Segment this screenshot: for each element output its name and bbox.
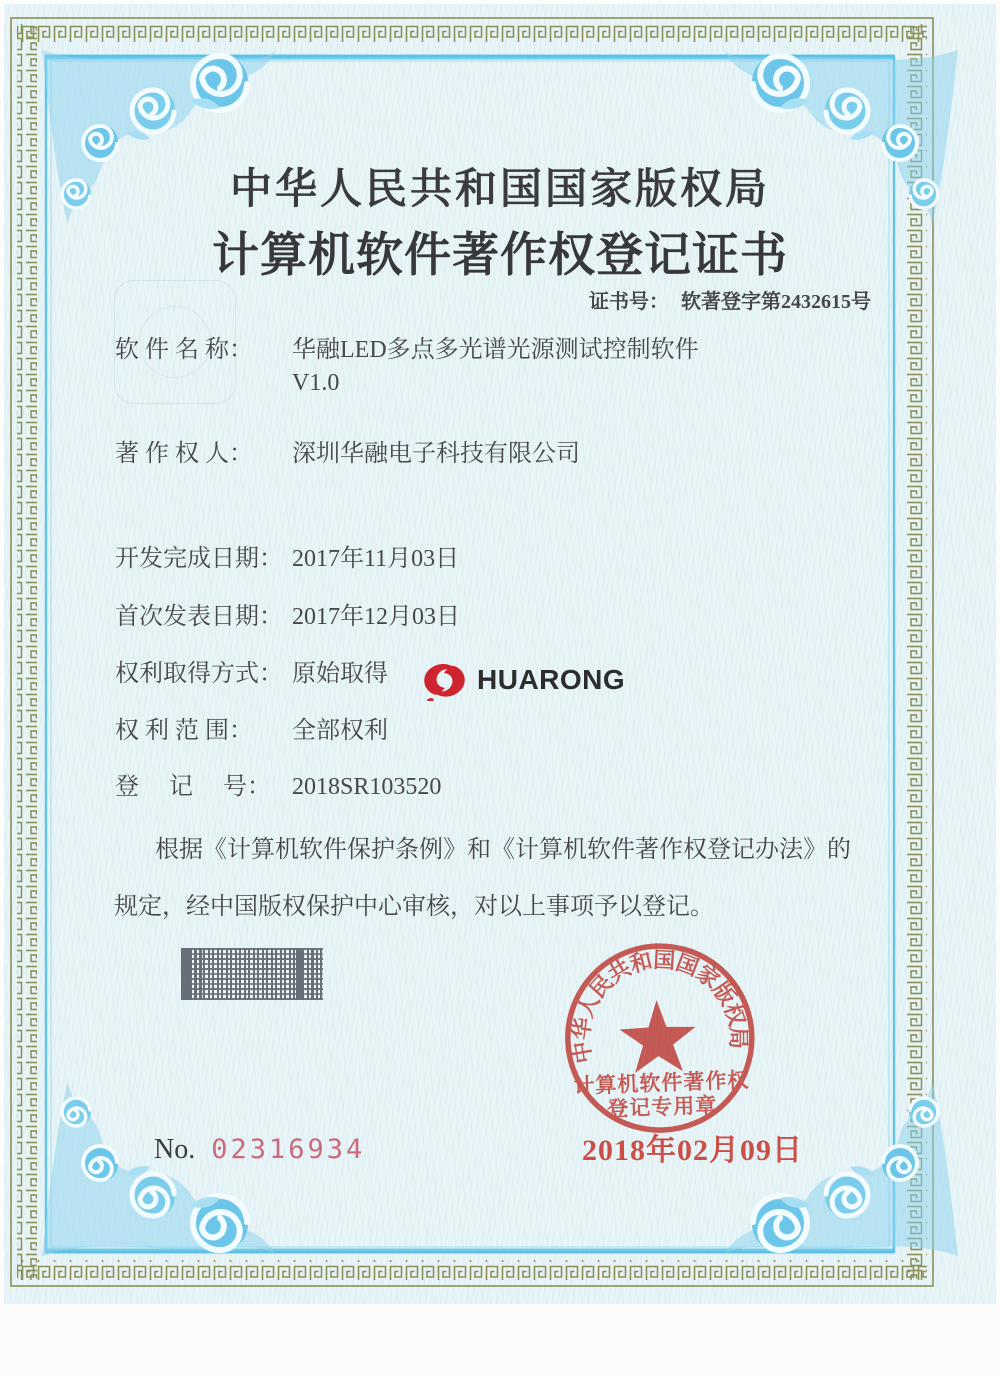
seal-ring-text: 中华人民共和国国家版权局 (568, 947, 751, 1066)
certificate-paper (4, 4, 996, 1304)
field-label: 首次发表日期： (115, 604, 283, 630)
field-label: 著 作 权 人： (115, 441, 253, 467)
certificate-number-label: 证书号： (589, 291, 669, 313)
software-name: 华融LED多点多光谱光源测试控制软件 (292, 337, 699, 363)
huarong-swirl-icon (418, 659, 470, 701)
field-label: 权利取得方式： (115, 661, 283, 687)
field-first-publish-date (115, 601, 460, 634)
certificate-number (589, 285, 871, 314)
huarong-logo-text: HUARONG (477, 664, 626, 695)
barcode (181, 948, 323, 1000)
field-copyright-owner (115, 438, 580, 471)
field-value (292, 334, 699, 400)
field-value: 全部权利 (292, 718, 388, 744)
huarong-logo (418, 659, 625, 701)
field-rights-acquisition (115, 658, 388, 691)
field-dev-complete-date (115, 543, 459, 576)
seal-date: 2018年02月09日 (582, 1134, 803, 1167)
statement-line-1: 根据《计算机软件保护条例》和《计算机软件著作权登记办法》的 (155, 837, 851, 863)
field-value: 原始取得 (292, 661, 388, 687)
certificate-number-value: 软著登字第2432615号 (681, 291, 871, 313)
field-label: 开发完成日期： (115, 546, 283, 572)
field-value: 2017年11月03日 (292, 546, 460, 572)
field-label: 权 利 范 围： (115, 718, 253, 744)
field-value: 2018SR103520 (292, 774, 442, 800)
seal-inner-line-2: 登记专用章 (606, 1093, 718, 1121)
field-rights-scope (115, 715, 388, 748)
issuing-authority: 中华人民共和国国家版权局 (229, 167, 770, 213)
certificate-title: 计算机软件著作权登记证书 (212, 230, 788, 282)
field-label: 登 记 号： (115, 774, 271, 800)
field-value: 2017年12月03日 (292, 604, 460, 630)
serial-number (154, 1134, 365, 1166)
statement-line-2: 规定，经中国版权保护中心审核，对以上事项予以登记。 (114, 894, 714, 920)
software-version: V1.0 (292, 370, 340, 396)
serial-number-value: 02316934 (211, 1134, 366, 1165)
serial-number-label: No. (154, 1134, 196, 1165)
field-value: 深圳华融电子科技有限公司 (292, 441, 580, 467)
seal-star-icon (619, 999, 697, 1074)
field-label: 软 件 名 称： (115, 337, 253, 363)
field-software-name (115, 334, 699, 400)
seal-inner-line-1: 计算机软件著作权 (573, 1067, 750, 1099)
field-registration-number (115, 771, 441, 804)
